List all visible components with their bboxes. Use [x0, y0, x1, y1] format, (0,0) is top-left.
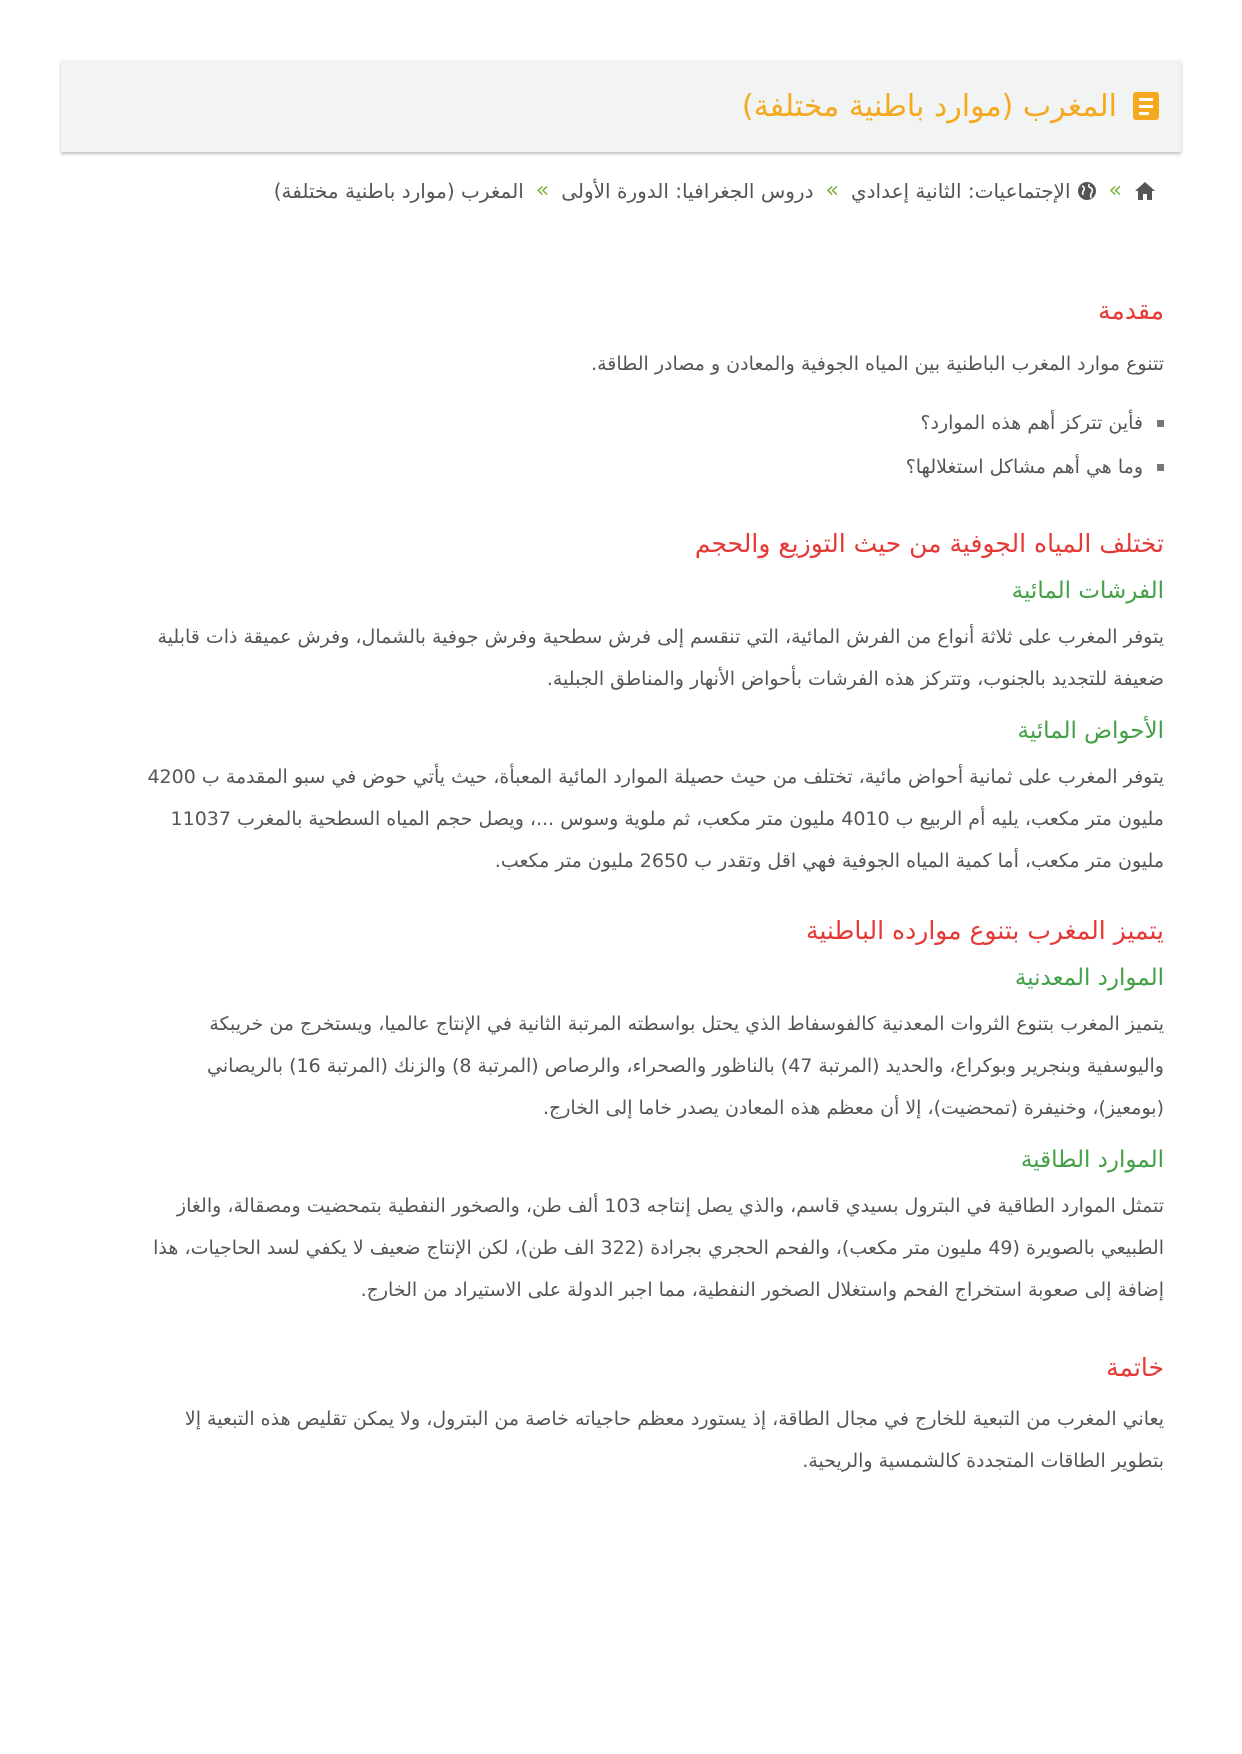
breadcrumb-item-current: المغرب (موارد باطنية مختلفة)	[273, 178, 524, 203]
basins-line: مليون متر مكعب، يليه أم الربيع ب 4010 مليون متر مكعب، ثم ملوية وسوس ...، ويصل حجم المياه السطحية بالمغرب 11037	[170, 808, 1164, 830]
minerals-heading: الموارد المعدنية	[1014, 965, 1164, 991]
globe-icon	[1077, 181, 1097, 201]
page-title: المغرب (موارد باطنية مختلفة)	[741, 88, 1117, 124]
bullet-icon	[1157, 464, 1164, 471]
bullet-icon	[1157, 420, 1164, 427]
conclusion-line: بتطوير الطاقات المتجددة كالشمسية والريحية.	[802, 1450, 1164, 1472]
energy-line: تتمثل الموارد الطاقية في البترول بسيدي قاسم، والذي يصل إنتاجه 103 ألف طن، والصخور النفطية بتمحضيت ومصقالة، والغاز	[176, 1195, 1164, 1217]
breadcrumb-separator: »	[535, 178, 550, 203]
breadcrumb-separator: »	[825, 178, 839, 203]
question-text: فأين تتركز أهم هذه الموارد؟	[920, 412, 1143, 434]
minerals-line: (بومعيز)، وخنيفرة (تمحضيت)، إلا أن معظم هذه المعادن يصدر خاما إلى الخارج.	[542, 1097, 1164, 1119]
intro-heading: مقدمة	[1098, 296, 1164, 325]
basins-line: مليون متر مكعب، أما كمية المياه الجوفية فهي اقل وتقدر ب 2650 مليون متر مكعب.	[494, 850, 1164, 872]
breadcrumb-item-subject[interactable]: الإجتماعيات: الثانية إعدادي	[850, 178, 1071, 203]
list-item	[74, 401, 1164, 445]
section1-heading: تختلف المياه الجوفية من حيث التوزيع والحجم	[694, 529, 1164, 558]
aquifers-heading: الفرشات المائية	[1011, 578, 1164, 604]
conclusion-line: يعاني المغرب من التبعية للخارج في مجال الطاقة، إذ يستورد معظم حاجياته خاصة من البترول، ولا يمكن تقليص هذه التبعية إلا	[184, 1408, 1164, 1430]
home-icon[interactable]	[1134, 181, 1156, 201]
breadcrumb	[274, 178, 1156, 203]
aquifers-line: ضعيفة للتجديد بالجنوب، وتتركز هذه الفرشات بأحواض الأنهار والمناطق الجبلية.	[546, 668, 1164, 690]
energy-heading: الموارد الطاقية	[1020, 1147, 1164, 1173]
list-item	[74, 445, 1164, 489]
question-text: وما هي أهم مشاكل استغلالها؟	[905, 456, 1143, 478]
basins-line: يتوفر المغرب على ثمانية أحواض مائية، تختلف من حيث حصيلة الموارد المائية المعبأة، حيث يأتي حوض في سبو المقدمة ب 4200	[147, 766, 1164, 788]
minerals-line: واليوسفية وبنجرير وبوكراع، والحديد (المرتبة 47) بالناظور والصحراء، والرصاص (المرتبة 8) والزنك (المرتبة 16) بالريصاني	[207, 1055, 1164, 1077]
energy-line: الطبيعي بالصويرة (49 مليون متر مكعب)، والفحم الحجري بجرادة (322 الف طن)، لكن الإنتاج ضعيف لا يكفي لسد الحاجيات، هذا	[153, 1237, 1164, 1259]
aquifers-line: يتوفر المغرب على ثلاثة أنواع من الفرش المائية، التي تنقسم إلى فرش سطحية وفرش جوفية بالشمال، وفرش عميقة ذات قابلية	[157, 626, 1164, 648]
intro-text: تتنوع موارد المغرب الباطنية بين المياه الجوفية والمعادن و مصادر الطاقة.	[591, 353, 1164, 375]
basins-heading: الأحواض المائية	[1017, 718, 1164, 744]
minerals-line: يتميز المغرب بتنوع الثروات المعدنية كالفوسفاط الذي يحتل بواسطته المرتبة الثانية في الإنتاج عالميا، ويستخرج من خريبكة	[209, 1013, 1164, 1035]
section2-heading: يتميز المغرب بتنوع موارده الباطنية	[805, 916, 1164, 945]
document-icon	[1133, 92, 1159, 120]
intro-questions	[74, 401, 1164, 489]
breadcrumb-item-lessons[interactable]: دروس الجغرافيا: الدورة الأولى	[561, 178, 814, 203]
title-card	[61, 60, 1181, 152]
article-content	[74, 296, 1164, 1482]
conclusion-heading: خاتمة	[1106, 1353, 1164, 1382]
breadcrumb-separator: »	[1108, 178, 1122, 203]
energy-line: إضافة إلى صعوبة استخراج الفحم واستغلال الصخور النفطية، مما اجبر الدولة على الاستيراد من الخارج.	[360, 1279, 1164, 1301]
